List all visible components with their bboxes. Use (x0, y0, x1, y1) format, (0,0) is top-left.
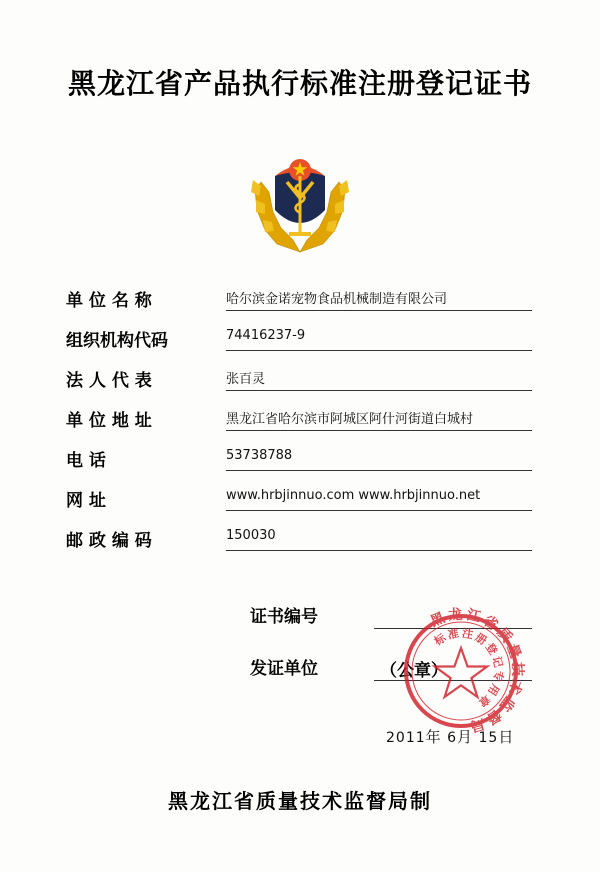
field-row-postcode (0, 522, 600, 562)
field-underline (226, 310, 532, 311)
svg-text:黑龙江省质量技术监督局: 黑龙江省质量技术监督局 (428, 606, 526, 735)
field-label-postcode: 邮 政 编 码 (66, 531, 152, 551)
label-cert-number: 证书编号 (250, 607, 318, 627)
issue-date-day: 15 (478, 730, 499, 746)
issue-date-year: 2011 (386, 730, 426, 746)
field-value-unit-name: 哈尔滨金诺宠物食品机械制造有限公司 (226, 292, 448, 307)
cert-number-underline (374, 628, 532, 629)
issuer-underline (374, 680, 532, 681)
field-row-website (0, 482, 600, 522)
issue-date-day-unit: 日 (498, 728, 515, 746)
field-value-postcode: 150030 (226, 528, 276, 543)
field-row-org-code (0, 322, 600, 362)
label-issuer: 发证单位 (250, 659, 318, 679)
page-title: 黑龙江省产品执行标准注册登记证书 (67, 67, 532, 100)
field-label-phone: 电 话 (66, 451, 106, 471)
field-underline (226, 550, 532, 551)
field-label-unit-name: 单 位 名 称 (66, 291, 152, 311)
field-value-website: www.hrbjinnuo.com www.hrbjinnuo.net (226, 488, 481, 503)
field-row-legal-rep (0, 362, 600, 402)
field-label-address: 单 位 地 址 (66, 411, 152, 431)
field-underline (226, 430, 532, 431)
field-underline (226, 390, 532, 391)
field-label-legal-rep: 法 人 代 表 (66, 371, 152, 391)
field-label-website: 网 址 (66, 491, 106, 511)
field-row-address (0, 402, 600, 442)
row-cert-number (0, 598, 600, 650)
field-label-org-code: 组织机构代码 (66, 331, 168, 351)
field-row-unit-name (0, 282, 600, 322)
row-issuer (0, 650, 600, 702)
field-underline (226, 470, 532, 471)
field-underline (226, 510, 532, 511)
lower-block (0, 598, 600, 702)
field-row-phone (0, 442, 600, 482)
field-underline (226, 350, 532, 351)
national-emblem-icon (231, 140, 369, 258)
field-value-address: 黑龙江省哈尔滨市阿城区阿什河街道白城村 (226, 412, 474, 427)
field-value-phone: 53738788 (226, 448, 293, 463)
field-value-legal-rep: 张百灵 (226, 372, 266, 387)
fields-list (0, 282, 600, 562)
issue-date-month-unit: 月 (457, 728, 474, 746)
field-value-org-code: 74416237-9 (226, 328, 306, 343)
issue-date (386, 726, 514, 747)
svg-text:标准注册登记专用章: 标准注册登记专用章 (432, 626, 506, 711)
issuing-authority-footer: 黑龙江省质量技术监督局制 (168, 789, 432, 813)
issue-date-year-unit: 年 (425, 728, 442, 746)
issuer-seal-note: （公章） (380, 661, 448, 681)
issue-date-month: 6 (447, 730, 458, 746)
